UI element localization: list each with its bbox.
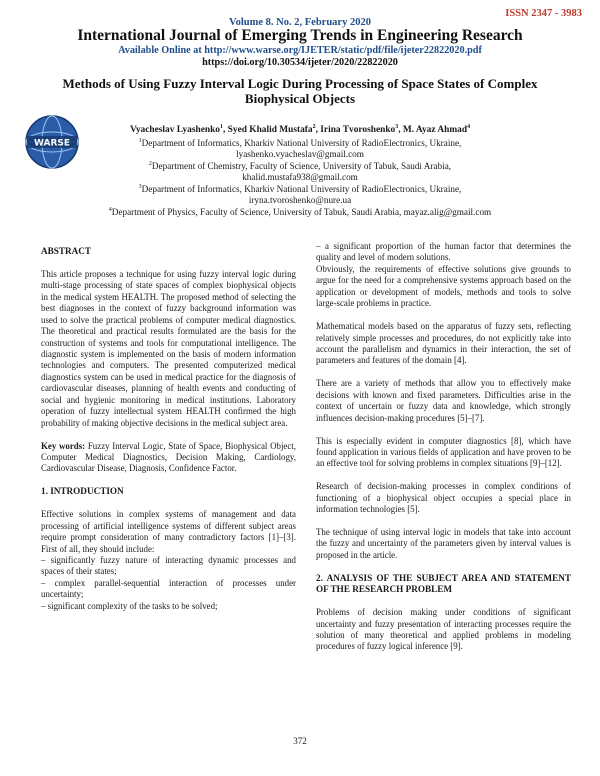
email-2[interactable]: khalid.mustafa938@gmail.com xyxy=(242,172,358,183)
abstract-heading: ABSTRACT xyxy=(41,246,92,256)
bullet-4: – a significant proportion of the human factor that determines the quality and level of modern solutions. xyxy=(316,241,571,263)
issn-label: ISSN 2347 - 3983 xyxy=(505,8,582,19)
volume-info: Volume 8. No. 2, February 2020 xyxy=(229,17,371,28)
paragraph-3: There are a variety of methods that allow you to effectively make decisions with known and fixed parameters. Difficulties arise in the context of uncertain or fuzzy data and knowledge, which strongly influences decision-making procedures [5]–[7]. xyxy=(316,378,571,423)
author-list xyxy=(60,124,540,135)
paragraph-6: The technique of using interval logic in models that take into account the fuzzy and uncertainty of the parameters given by interval values is proposed in the article. xyxy=(316,527,571,560)
page-number: 372 xyxy=(293,736,307,746)
affiliation-4: $^4$Department of Physics, Faculty of Science, University of Tabuk, Saudi Arabia, mayaz.alig@gmail.com xyxy=(108,207,492,218)
affiliation-3: $^3$Department of Informatics, Kharkiv National University of RadioElectronics, Ukraine, iryna.tvoroshenko@nure.ua xyxy=(30,182,570,207)
introduction-heading: 1. INTRODUCTION xyxy=(41,486,124,497)
right-column xyxy=(316,241,571,653)
abstract-text: This article proposes a technique for using fuzzy interval logic during multi-stage processing of state spaces of complex biophysical objects in the medical system HEALTH. The proposed method of selecting the best diagnoses in the context of fuzzy background information was used to solve the practical problems of computer medical diagnostics. The theoretical and practical results formulated are the basis for the construction of systems and tools for computational intelligence. The diagnostic system is implemented on the basis of modern information technologies and computers. The presented computerized medical diagnostics system can be used in medical practice for the diagnosis of cardiovascular diseases, planning of health events and conducting of social and hygienic monitoring in medical institutions. Laboratory operation of fuzzy intellectual system HEALTH confirmed the high probability of making objective decisions in the medical subject area. xyxy=(41,268,296,428)
logo-text: WARSE xyxy=(33,138,71,149)
bullet-3: – significant complexity of the tasks to be solved; xyxy=(41,600,218,611)
paragraph-7: Problems of decision making under conditions of significant uncertainty and fuzzy presentation of interacting processes require the solution of many theoretical and applied problems in modeling procedures of fuzzy logical inference [9]. xyxy=(316,607,571,652)
paragraph-4: This is especially evident in computer diagnostics [8], which have found application in various fields of application and have proven to be an effective tool for solving problems in complex situations [9]–[12]. xyxy=(316,435,571,469)
bullet-2: – complex parallel-sequential interaction of processes under uncertainty; xyxy=(41,577,296,600)
paragraph-1: Obviously, the requirements of effective solutions give grounds to argue for the need for a comprehensive systems approach based on the application or development of models, methods and tools to solve large-scale problems in practice. xyxy=(316,263,571,309)
paper-title: Methods of Using Fuzzy Interval Logic During Processing of Space States of Complex Biophysical Objects xyxy=(62,76,538,106)
intro-paragraph: Effective solutions in complex systems of management and data processing of artificial intelligence systems of different subject areas require prompt consideration of many contradictory factors [1]–[3]. First of all, they should include: xyxy=(41,509,296,554)
bullet-1: – significantly fuzzy nature of interacting dynamic processes and spaces of their states; xyxy=(41,554,296,577)
affiliation-1: $^1$Department of Informatics, Kharkiv National University of RadioElectronics, Ukraine, lyashenko.vyacheslav@gmail.com xyxy=(30,136,570,161)
author-3: Irina Tvoroshenko$^3$, xyxy=(320,124,403,136)
keywords-text: Fuzzy Interval Logic, State of Space, Biophysical Object, Computer Medical Diagnostics, Decision Making, Cardiology, Cardiovascular Disease, Diagnosis, Confidence Factor. xyxy=(41,440,296,474)
email-3[interactable]: iryna.tvoroshenko@nure.ua xyxy=(248,195,352,206)
keywords-label: Key words: xyxy=(41,440,86,451)
author-1: Vyacheslav Lyashenko$^1$, xyxy=(129,124,228,136)
left-column xyxy=(41,246,296,612)
paragraph-2: Mathematical models based on the apparatus of fuzzy sets, reflecting relatively simple processes and procedures, do not explicitly take into account the parallelism and dynamics in their interaction, the set of parameters and features of the domain [4]. xyxy=(316,321,571,366)
section-2-heading: 2. ANALYSIS OF THE SUBJECT AREA AND STATEMENT OF THE RESEARCH PROBLEM xyxy=(316,572,571,595)
paragraph-5: Research of decision-making processes in complex conditions of functioning of a biophysical object occupies a special place in information technologies [5]. xyxy=(316,481,571,515)
doi-link[interactable]: https://doi.org/10.30534/ijeter/2020/22822020 xyxy=(202,57,398,68)
author-2: Syed Khalid Mustafa$^2$, xyxy=(227,124,321,136)
availability-url[interactable]: Available Online at http://www.warse.org/IJETER/static/pdf/file/ijeter22822020.pdf xyxy=(118,45,482,56)
journal-title: International Journal of Emerging Trends in Engineering Research xyxy=(77,27,523,44)
affiliation-2: $^2$Department of Chemistry, Faculty of Science, University of Tabuk, Saudi Arabia, khalid.mustafa938@gmail.com xyxy=(30,159,570,184)
author-4: M. Ayaz Ahmad$^4$ xyxy=(402,124,471,136)
keywords xyxy=(41,441,296,475)
email-1[interactable]: lyashenko.vyacheslav@gmail.com xyxy=(236,149,364,160)
